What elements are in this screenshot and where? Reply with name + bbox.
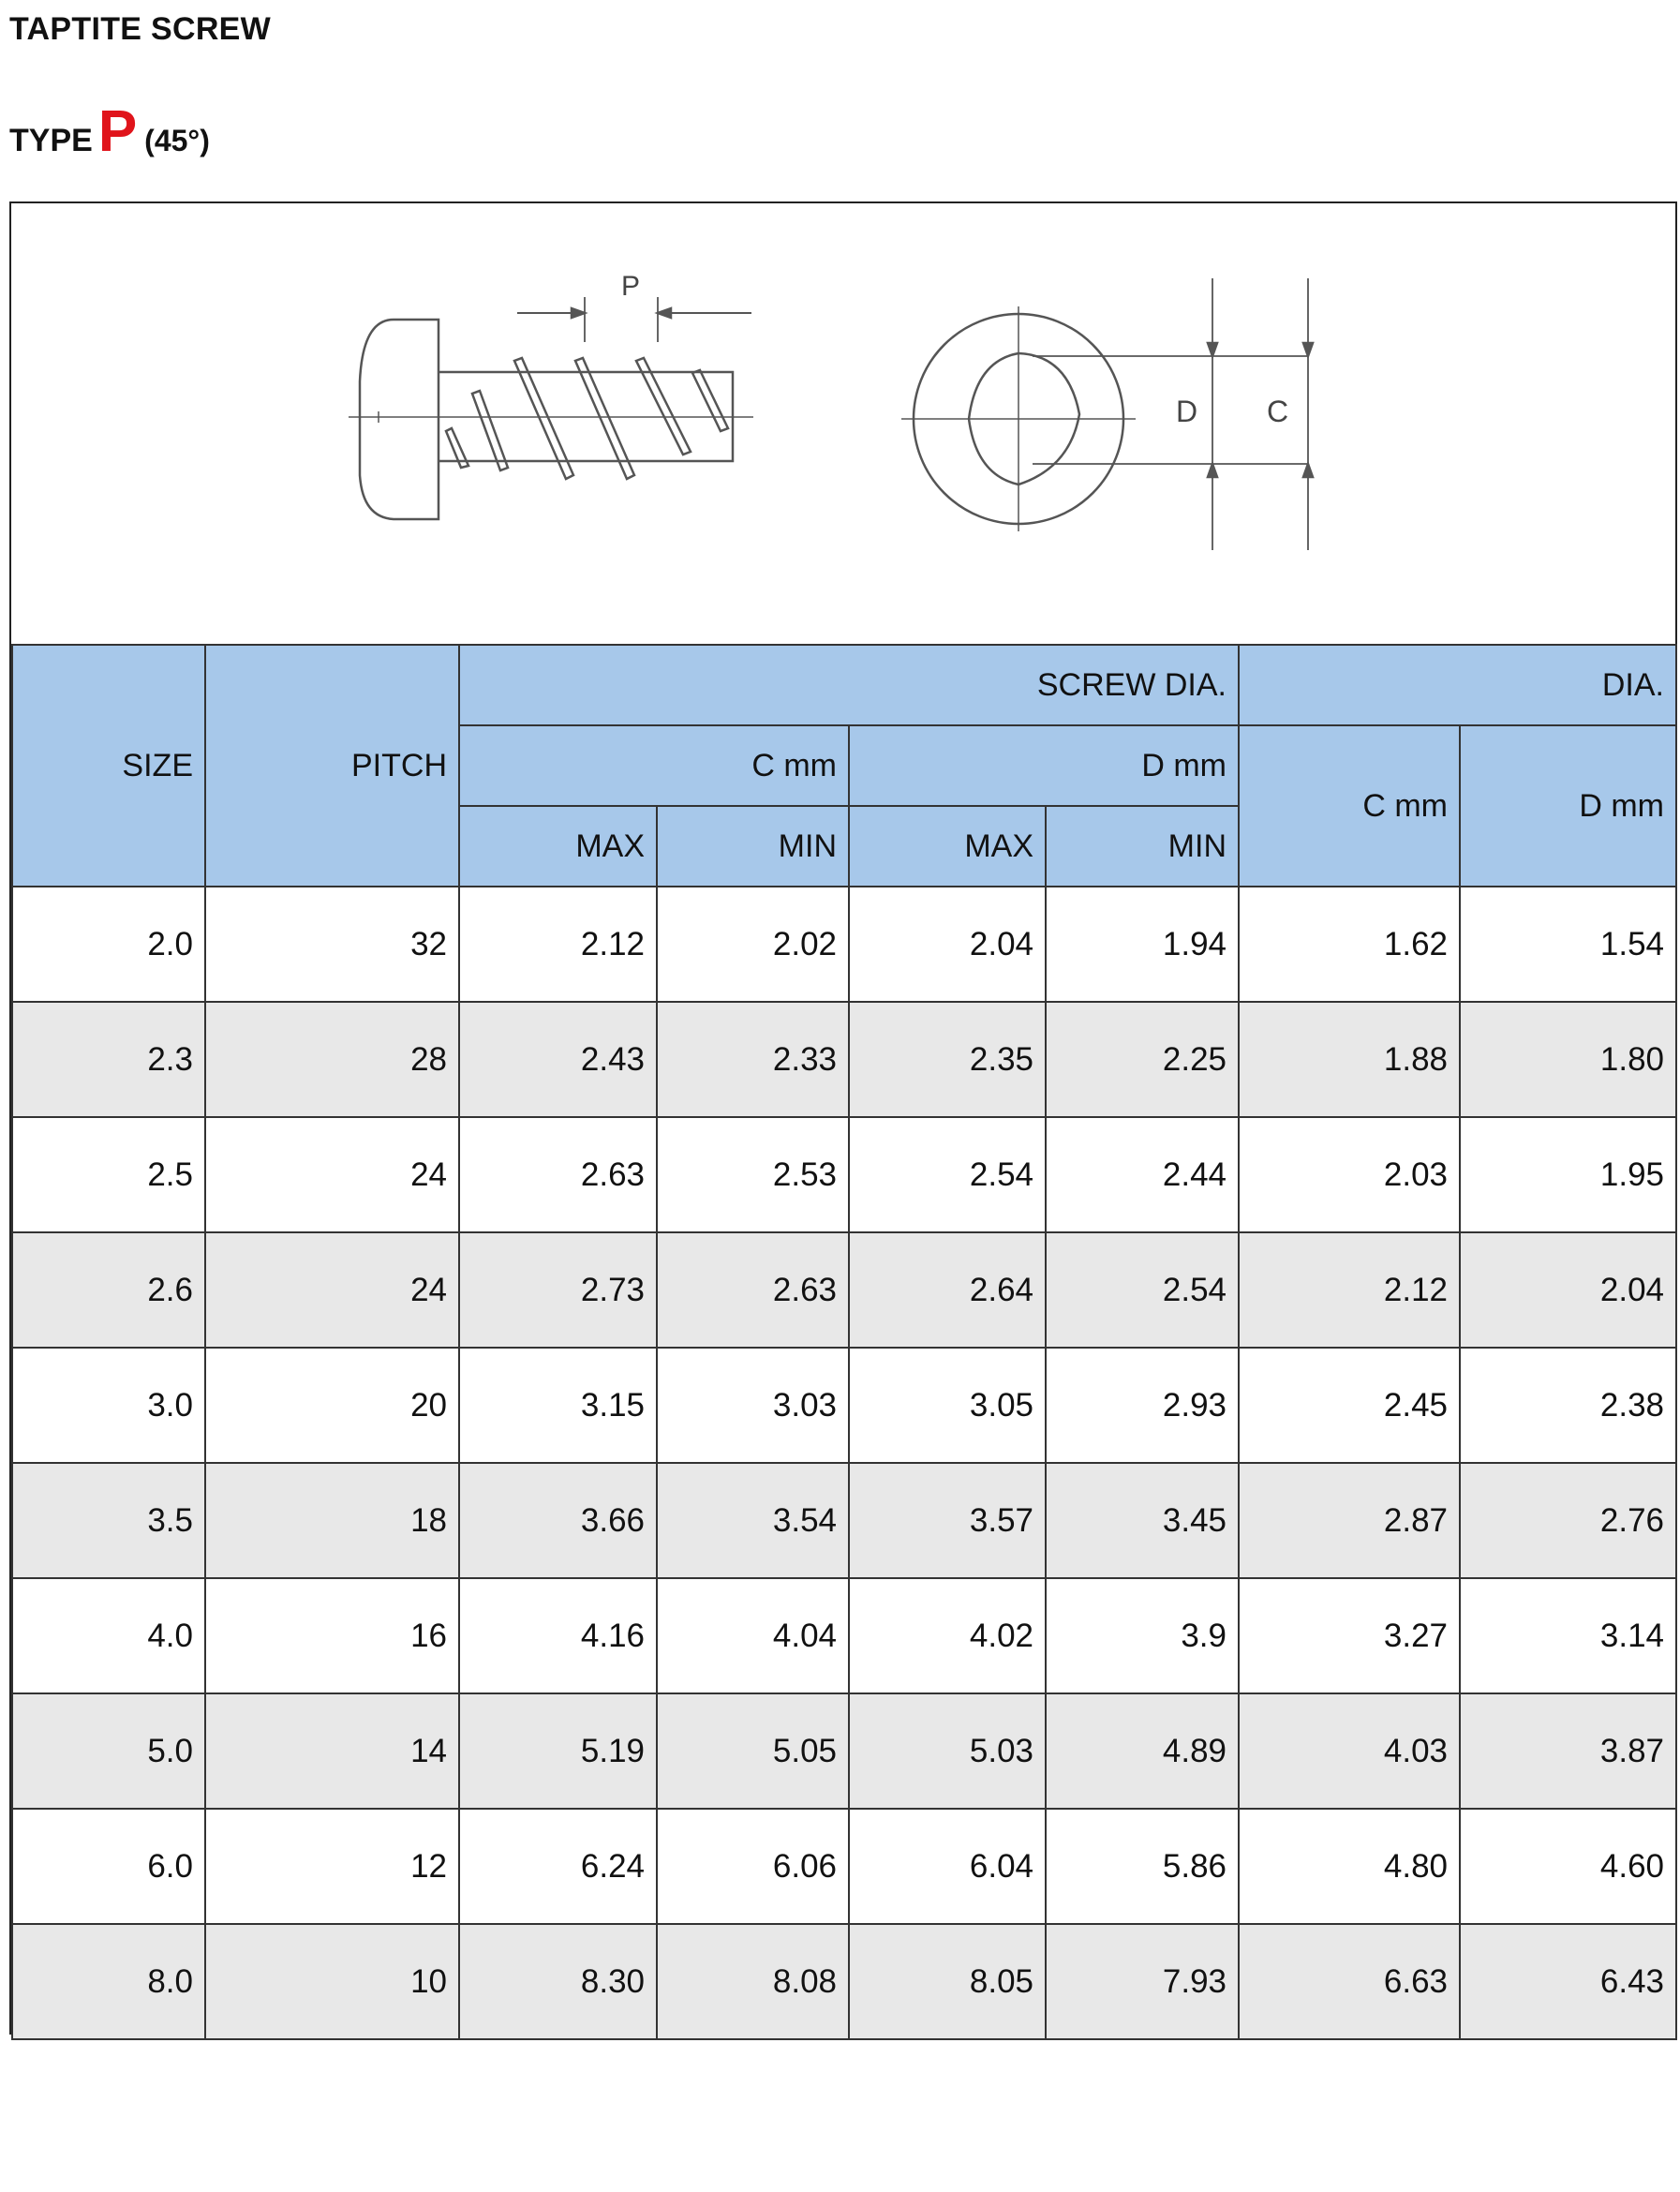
spec-frame: [9, 201, 1677, 2035]
table-cell: 12: [205, 1809, 459, 1924]
table-cell: 4.02: [849, 1578, 1046, 1693]
table-cell: 1.80: [1460, 1002, 1676, 1117]
table-cell: 10: [205, 1924, 459, 2039]
table-cell: 28: [205, 1002, 459, 1117]
table-cell: 8.08: [657, 1924, 849, 2039]
header-dia-c-mm: C mm: [1239, 725, 1460, 887]
page-subtitle: [9, 99, 210, 164]
table-cell: 2.04: [1460, 1232, 1676, 1348]
table-cell: 3.05: [849, 1348, 1046, 1463]
d-label: D: [1176, 395, 1198, 428]
table-cell: 2.43: [459, 1002, 657, 1117]
table-cell: 3.14: [1460, 1578, 1676, 1693]
pitch-label: P: [621, 271, 641, 302]
table-row: [12, 1693, 1676, 1809]
table-cell: 2.44: [1046, 1117, 1239, 1232]
table-cell: 3.66: [459, 1463, 657, 1578]
table-row: [12, 887, 1676, 1002]
table-cell: 2.6: [12, 1232, 205, 1348]
table-row: [12, 1578, 1676, 1693]
table-cell: 2.76: [1460, 1463, 1676, 1578]
table-cell: 2.03: [1239, 1117, 1460, 1232]
header-c-mm: C mm: [459, 725, 849, 806]
table-cell: 8.0: [12, 1924, 205, 2039]
table-cell: 2.54: [1046, 1232, 1239, 1348]
table-cell: 20: [205, 1348, 459, 1463]
table-cell: 2.25: [1046, 1002, 1239, 1117]
table-cell: 1.54: [1460, 887, 1676, 1002]
table-row: [12, 1809, 1676, 1924]
table-cell: 16: [205, 1578, 459, 1693]
table-cell: 2.02: [657, 887, 849, 1002]
table-cell: 4.0: [12, 1578, 205, 1693]
table-cell: 4.16: [459, 1578, 657, 1693]
table-cell: 3.0: [12, 1348, 205, 1463]
table-cell: 1.88: [1239, 1002, 1460, 1117]
table-cell: 2.0: [12, 887, 205, 1002]
table-row: [12, 1348, 1676, 1463]
c-label: C: [1267, 395, 1289, 428]
table-cell: 1.62: [1239, 887, 1460, 1002]
table-cell: 5.0: [12, 1693, 205, 1809]
table-cell: 6.24: [459, 1809, 657, 1924]
table-cell: 2.64: [849, 1232, 1046, 1348]
table-cell: 24: [205, 1232, 459, 1348]
table-cell: 1.95: [1460, 1117, 1676, 1232]
table-cell: 4.03: [1239, 1693, 1460, 1809]
table-cell: 6.06: [657, 1809, 849, 1924]
table-cell: 4.89: [1046, 1693, 1239, 1809]
table-cell: 7.93: [1046, 1924, 1239, 2039]
table-cell: 3.15: [459, 1348, 657, 1463]
table-cell: 2.87: [1239, 1463, 1460, 1578]
table-cell: 4.60: [1460, 1809, 1676, 1924]
table-body: [12, 887, 1676, 2039]
table-cell: 8.05: [849, 1924, 1046, 2039]
table-cell: 6.43: [1460, 1924, 1676, 2039]
table-cell: 2.35: [849, 1002, 1046, 1117]
header-d-min: MIN: [1046, 806, 1239, 887]
header-dia: DIA.: [1239, 645, 1676, 725]
table-cell: 2.38: [1460, 1348, 1676, 1463]
table-cell: 3.9: [1046, 1578, 1239, 1693]
table-cell: 6.63: [1239, 1924, 1460, 2039]
table-cell: 4.80: [1239, 1809, 1460, 1924]
table-cell: 2.3: [12, 1002, 205, 1117]
table-cell: 18: [205, 1463, 459, 1578]
header-c-min: MIN: [657, 806, 849, 887]
table-cell: 2.45: [1239, 1348, 1460, 1463]
header-pitch: PITCH: [205, 645, 459, 887]
table-cell: 2.63: [657, 1232, 849, 1348]
table-cell: 5.86: [1046, 1809, 1239, 1924]
table-cell: 2.93: [1046, 1348, 1239, 1463]
subtitle-prefix: TYPE: [9, 123, 93, 158]
table-cell: 2.04: [849, 887, 1046, 1002]
table-cell: 2.63: [459, 1117, 657, 1232]
table-cell: 2.33: [657, 1002, 849, 1117]
table-row: [12, 1002, 1676, 1117]
table-cell: 2.53: [657, 1117, 849, 1232]
header-c-max: MAX: [459, 806, 657, 887]
table-row: [12, 1232, 1676, 1348]
table-cell: 3.03: [657, 1348, 849, 1463]
table-cell: 3.27: [1239, 1578, 1460, 1693]
header-size: SIZE: [12, 645, 205, 887]
table-row: [12, 1463, 1676, 1578]
table-cell: 3.57: [849, 1463, 1046, 1578]
table-cell: 3.45: [1046, 1463, 1239, 1578]
table-cell: 6.04: [849, 1809, 1046, 1924]
table-cell: 1.94: [1046, 887, 1239, 1002]
table-cell: 24: [205, 1117, 459, 1232]
table-cell: 2.73: [459, 1232, 657, 1348]
table-cell: 32: [205, 887, 459, 1002]
subtitle-angle: (45°): [144, 124, 210, 157]
table-cell: 6.0: [12, 1809, 205, 1924]
table-cell: 2.54: [849, 1117, 1046, 1232]
table-cell: 14: [205, 1693, 459, 1809]
table-cell: 2.5: [12, 1117, 205, 1232]
subtitle-type-letter: P: [97, 99, 138, 164]
screw-head: [360, 320, 439, 519]
table-cell: 5.05: [657, 1693, 849, 1809]
table-cell: 3.87: [1460, 1693, 1676, 1809]
dimension-table: [11, 644, 1677, 2040]
page-title: TAPTITE SCREW: [9, 11, 272, 47]
table-cell: 4.04: [657, 1578, 849, 1693]
table-cell: 2.12: [1239, 1232, 1460, 1348]
screw-technical-drawing: [11, 203, 1675, 644]
header-d-mm: D mm: [849, 725, 1239, 806]
table-cell: 5.19: [459, 1693, 657, 1809]
table-cell: 3.54: [657, 1463, 849, 1578]
table-cell: 2.12: [459, 887, 657, 1002]
table-cell: 8.30: [459, 1924, 657, 2039]
table-cell: 5.03: [849, 1693, 1046, 1809]
header-d-max: MAX: [849, 806, 1046, 887]
table-row: [12, 1117, 1676, 1232]
header-screw-dia: SCREW DIA.: [459, 645, 1239, 725]
header-dia-d-mm: D mm: [1460, 725, 1676, 887]
table-cell: 3.5: [12, 1463, 205, 1578]
table-row: [12, 1924, 1676, 2039]
